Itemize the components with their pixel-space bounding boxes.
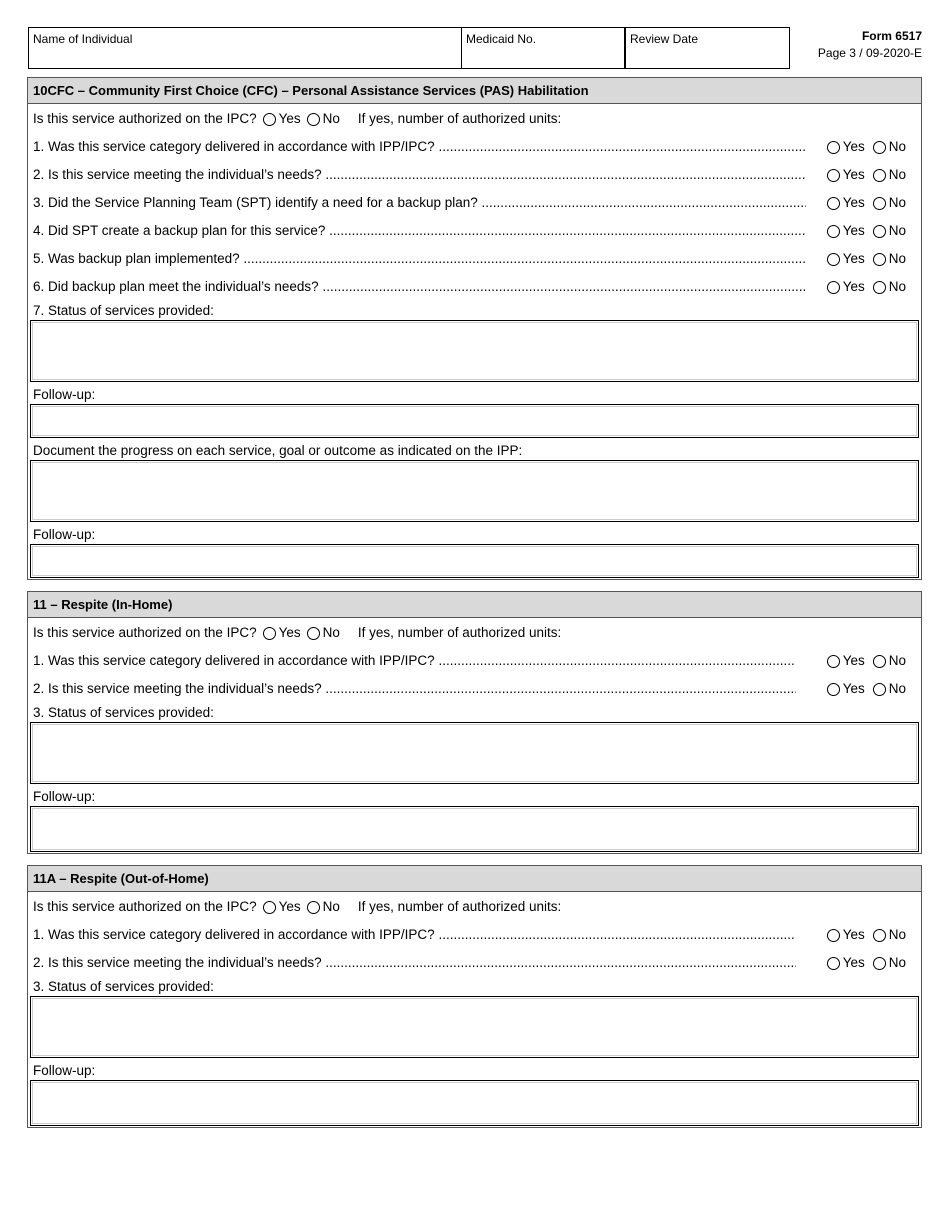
yes-option[interactable] (827, 138, 865, 156)
question-text: 1. Was this service category delivered in accordance with IPP/IPC? ..... (33, 138, 806, 156)
yes-label: Yes (842, 139, 865, 154)
progress-textarea[interactable] (30, 460, 919, 522)
status-textarea[interactable] (30, 320, 919, 382)
no-label: No (322, 899, 340, 914)
follow-up-label: Follow-up: (33, 527, 96, 542)
no-label: No (888, 223, 906, 238)
no-label: No (322, 111, 340, 126)
no-option[interactable] (873, 222, 906, 240)
radio-icon[interactable] (263, 901, 276, 914)
yes-label: Yes (278, 899, 301, 914)
question-text: 3. Did the Service Planning Team (SPT) identify a need for a backup plan? ..... (33, 194, 806, 212)
question-row (33, 194, 916, 212)
radio-icon[interactable] (827, 929, 840, 942)
yes-label: Yes (842, 251, 865, 266)
authorized-units-label: If yes, number of authorized units: (357, 625, 562, 640)
authorized-yes-option[interactable] (263, 110, 301, 128)
yes-label: Yes (842, 223, 865, 238)
radio-icon[interactable] (827, 957, 840, 970)
no-label: No (322, 625, 340, 640)
form-info (790, 27, 922, 60)
no-label: No (888, 681, 906, 696)
radio-icon[interactable] (827, 141, 840, 154)
review-date-field[interactable] (625, 27, 790, 69)
radio-icon[interactable] (873, 655, 886, 668)
radio-icon[interactable] (873, 141, 886, 154)
question-row (33, 250, 916, 268)
question-text: 2. Is this service meeting the individual’s needs? ..... (33, 954, 796, 972)
yes-label: Yes (278, 625, 301, 640)
no-option[interactable] (873, 194, 906, 212)
radio-icon[interactable] (263, 113, 276, 126)
review-date-label: Review Date (630, 32, 699, 46)
section-respite-out-of-home (27, 865, 922, 1128)
page-info: Page 3 / 09-2020-E (817, 46, 922, 60)
no-option[interactable] (873, 680, 906, 698)
question-row (33, 926, 916, 944)
section-respite-in-home (27, 591, 922, 854)
medicaid-number-label: Medicaid No. (466, 32, 537, 46)
radio-icon[interactable] (827, 197, 840, 210)
section-title: 11 – Respite (In-Home) (28, 592, 921, 618)
radio-icon[interactable] (307, 627, 320, 640)
yes-label: Yes (842, 195, 865, 210)
radio-icon[interactable] (873, 253, 886, 266)
radio-icon[interactable] (827, 169, 840, 182)
radio-icon[interactable] (873, 957, 886, 970)
authorized-no-option[interactable] (307, 898, 340, 916)
yes-option[interactable] (827, 278, 865, 296)
question-text: 6. Did backup plan meet the individual’s needs? ..... (33, 278, 806, 296)
authorized-units-label: If yes, number of authorized units: (357, 111, 562, 126)
question-text: 5. Was backup plan implemented? ..... (33, 250, 806, 268)
question-text: 2. Is this service meeting the individual’s needs? ..... (33, 166, 806, 184)
yes-label: Yes (842, 279, 865, 294)
medicaid-number-field[interactable] (461, 27, 625, 69)
no-option[interactable] (873, 926, 906, 944)
radio-icon[interactable] (827, 683, 840, 696)
no-label: No (888, 251, 906, 266)
status-label: 3. Status of services provided: (33, 705, 214, 720)
authorized-row (33, 898, 916, 916)
radio-icon[interactable] (873, 197, 886, 210)
no-option[interactable] (873, 954, 906, 972)
yes-option[interactable] (827, 652, 865, 670)
radio-icon[interactable] (263, 627, 276, 640)
status-label: 7. Status of services provided: (33, 303, 214, 318)
follow-up-textarea[interactable] (30, 404, 919, 438)
status-textarea[interactable] (30, 722, 919, 784)
name-of-individual-field[interactable] (28, 27, 462, 69)
no-label: No (888, 927, 906, 942)
authorized-row (33, 110, 916, 128)
yes-option[interactable] (827, 166, 865, 184)
question-text: 1. Was this service category delivered in accordance with IPP/IPC? ..... (33, 652, 796, 670)
follow-up-label: Follow-up: (33, 789, 96, 804)
radio-icon[interactable] (307, 113, 320, 126)
yes-label: Yes (842, 167, 865, 182)
question-row (33, 652, 916, 670)
follow-up-label: Follow-up: (33, 387, 96, 402)
yes-label: Yes (842, 927, 865, 942)
no-option[interactable] (873, 278, 906, 296)
radio-icon[interactable] (827, 253, 840, 266)
no-label: No (888, 167, 906, 182)
authorized-yes-option[interactable] (263, 624, 301, 642)
progress-label: Document the progress on each service, goal or outcome as indicated on the IPP: (33, 443, 523, 458)
question-row (33, 222, 916, 240)
form-number: Form 6517 (861, 29, 922, 43)
section-title: 10CFC – Community First Choice (CFC) – Personal Assistance Services (PAS) Habilitation (28, 78, 921, 104)
question-row (33, 138, 916, 156)
question-text: 4. Did SPT create a backup plan for this service? ..... (33, 222, 806, 240)
radio-icon[interactable] (827, 655, 840, 668)
authorized-question: Is this service authorized on the IPC? (33, 625, 257, 640)
no-label: No (888, 653, 906, 668)
question-row (33, 954, 916, 972)
radio-icon[interactable] (873, 169, 886, 182)
question-row (33, 680, 916, 698)
yes-option[interactable] (827, 926, 865, 944)
follow-up-label: Follow-up: (33, 1063, 96, 1078)
yes-option[interactable] (827, 250, 865, 268)
yes-option[interactable] (827, 680, 865, 698)
no-option[interactable] (873, 166, 906, 184)
authorized-question: Is this service authorized on the IPC? (33, 111, 257, 126)
authorized-yes-option[interactable] (263, 898, 301, 916)
authorized-row (33, 624, 916, 642)
follow-up-textarea[interactable] (30, 544, 919, 578)
section-title: 11A – Respite (Out-of-Home) (28, 866, 921, 892)
no-label: No (888, 195, 906, 210)
yes-option[interactable] (827, 954, 865, 972)
radio-icon[interactable] (873, 281, 886, 294)
authorized-question: Is this service authorized on the IPC? (33, 899, 257, 914)
status-textarea[interactable] (30, 996, 919, 1058)
no-option[interactable] (873, 250, 906, 268)
question-text: 1. Was this service category delivered in accordance with IPP/IPC? ..... (33, 926, 796, 944)
no-option[interactable] (873, 138, 906, 156)
authorized-units-label: If yes, number of authorized units: (357, 899, 562, 914)
question-text: 2. Is this service meeting the individual’s needs? ..... (33, 680, 796, 698)
status-label: 3. Status of services provided: (33, 979, 214, 994)
no-label: No (888, 279, 906, 294)
radio-icon[interactable] (307, 901, 320, 914)
radio-icon[interactable] (827, 281, 840, 294)
radio-icon[interactable] (873, 683, 886, 696)
radio-icon[interactable] (873, 929, 886, 942)
follow-up-textarea[interactable] (30, 1080, 919, 1126)
no-label: No (888, 955, 906, 970)
radio-icon[interactable] (873, 225, 886, 238)
radio-icon[interactable] (827, 225, 840, 238)
question-row (33, 166, 916, 184)
name-of-individual-label: Name of Individual (33, 32, 133, 46)
yes-label: Yes (842, 681, 865, 696)
no-label: No (888, 139, 906, 154)
question-row (33, 278, 916, 296)
no-option[interactable] (873, 652, 906, 670)
yes-label: Yes (842, 955, 865, 970)
yes-option[interactable] (827, 194, 865, 212)
section-cfc (27, 77, 922, 580)
yes-label: Yes (278, 111, 301, 126)
authorized-no-option[interactable] (307, 624, 340, 642)
yes-label: Yes (842, 653, 865, 668)
follow-up-textarea[interactable] (30, 806, 919, 852)
authorized-no-option[interactable] (307, 110, 340, 128)
yes-option[interactable] (827, 222, 865, 240)
